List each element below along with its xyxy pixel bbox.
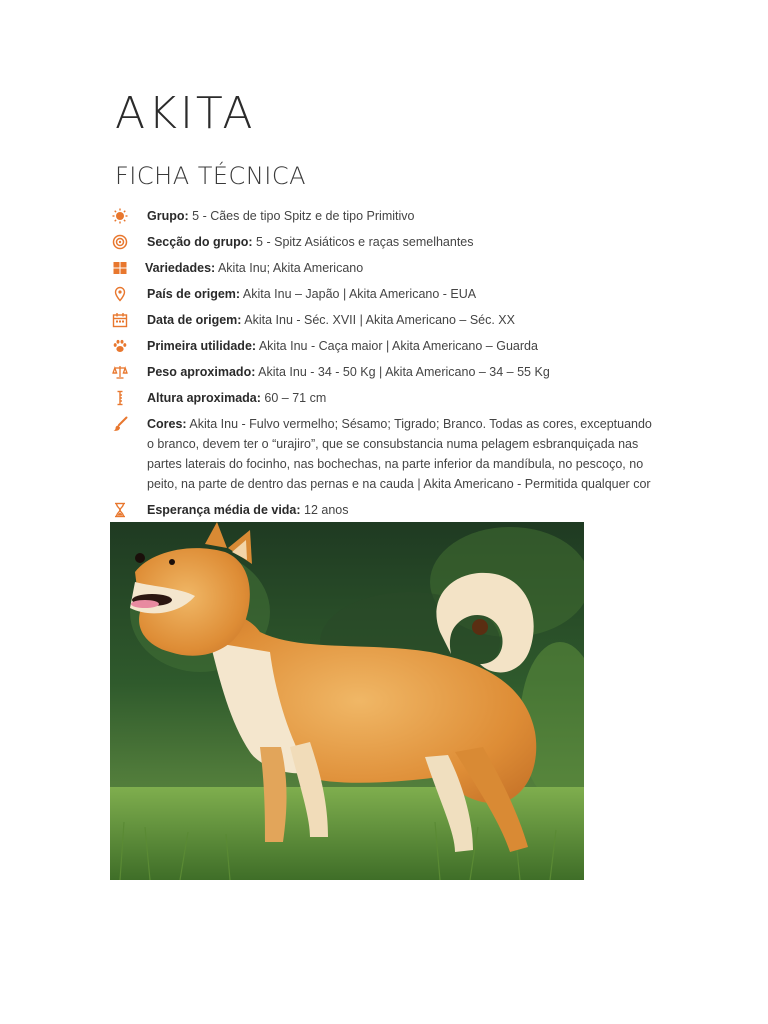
fact-label: Esperança média de vida: <box>147 503 301 517</box>
fact-value: 5 - Cães de tipo Spitz e de tipo Primitivo <box>188 209 415 223</box>
fact-value: 60 – 71 cm <box>260 391 327 405</box>
fact-label: Secção do grupo: <box>147 235 253 249</box>
sun-icon <box>112 206 134 226</box>
fact-value: Akita Inu - Caça maior | Akita Americano – Guarda <box>256 339 538 353</box>
scale-icon <box>112 362 134 382</box>
fact-label: Altura aproximada: <box>147 391 261 405</box>
fact-seccao <box>112 232 657 252</box>
fact-label: Cores: <box>147 417 187 431</box>
paw-icon <box>112 336 134 356</box>
fact-value: 5 - Spitz Asiáticos e raças semelhantes <box>252 235 474 249</box>
fact-value: Akita Inu; Akita Americano <box>215 261 364 275</box>
fact-cores <box>112 414 657 494</box>
page-title: AKITA <box>115 88 256 139</box>
fact-esperanca-vida <box>112 500 657 520</box>
fact-value: Akita Inu - Séc. XVII | Akita Americano – Séc. XX <box>241 313 515 327</box>
fact-peso <box>112 362 657 382</box>
fact-label: País de origem: <box>147 287 241 301</box>
section-title: FICHA TÉCNICA <box>115 162 307 190</box>
akita-dog-photo <box>110 522 584 880</box>
fact-value: Akita Inu – Japão | Akita Americano - EUA <box>240 287 477 301</box>
hourglass-icon <box>112 500 134 520</box>
fact-label: Peso aproximado: <box>147 365 256 379</box>
fact-label: Primeira utilidade: <box>147 339 257 353</box>
fact-value: Akita Inu - Fulvo vermelho; Sésamo; Tigrado; Branco. Todas as cores, exceptuando o branco, devem ter o “urajiro”, que se consubstancia numa pelagem esbranquiçada nas partes laterais do focinho, nas bochechas, na parte inferior da mandíbula, no pescoço, no peito, na parte de dentro das pernas e na cauda | Akita Americano - Permitida qualquer cor <box>147 417 652 491</box>
fact-variedades <box>112 258 657 278</box>
fact-label: Data de origem: <box>147 313 242 327</box>
brush-icon <box>112 414 134 434</box>
fact-label: Variedades: <box>145 261 216 275</box>
fact-primeira-utilidade <box>112 336 657 356</box>
fact-altura <box>112 388 657 408</box>
fact-pais-origem <box>112 284 657 304</box>
height-icon <box>112 388 134 408</box>
map-pin-icon <box>112 284 134 304</box>
fact-label: Grupo: <box>147 209 189 223</box>
fact-data-origem <box>112 310 657 330</box>
target-icon <box>112 232 134 252</box>
calendar-icon <box>112 310 134 330</box>
fact-grupo <box>112 206 657 226</box>
fact-list <box>112 206 657 526</box>
fact-value: 12 anos <box>300 503 349 517</box>
grid-icon <box>112 258 134 278</box>
fact-value: Akita Inu - 34 - 50 Kg | Akita Americano – 34 – 55 Kg <box>255 365 550 379</box>
